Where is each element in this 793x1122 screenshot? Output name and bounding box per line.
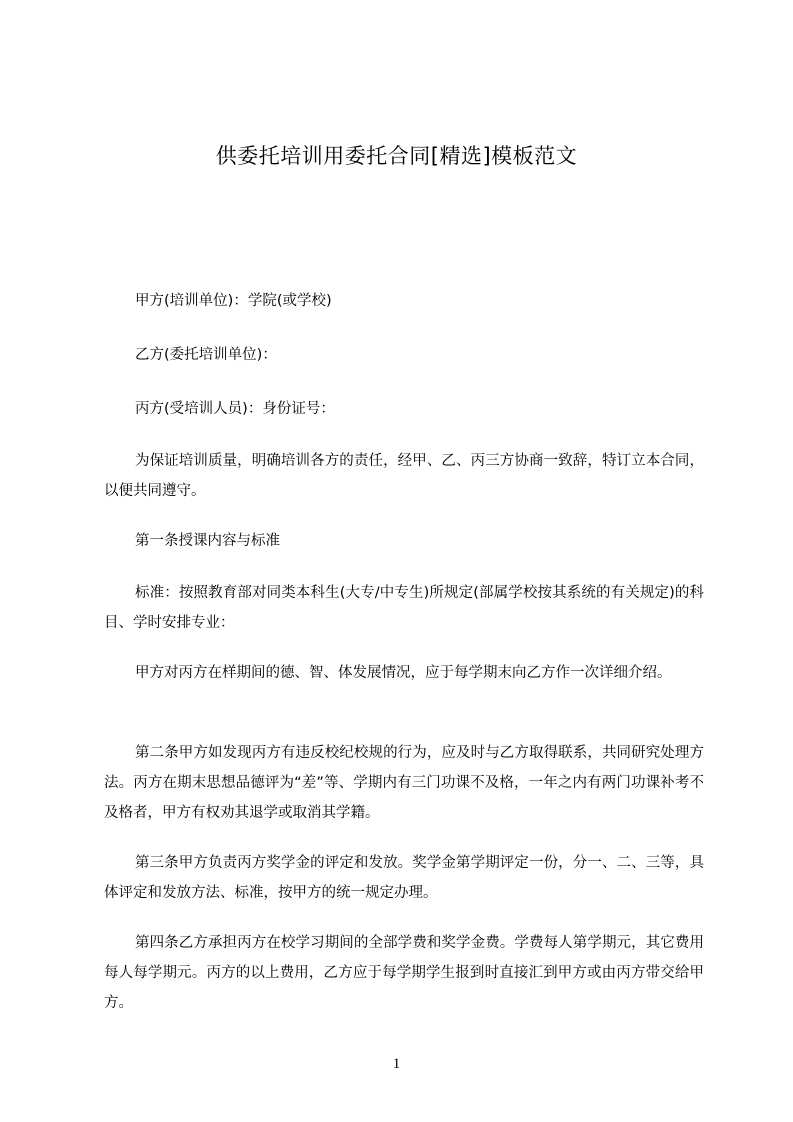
article-4-paragraph: 第四条乙方承担丙方在校学习期间的全部学费和奖学金费。学费每人第学期元，其它费用每人每学期元。丙方的以上费用，乙方应于每学期学生报到时直接汇到甲方或由丙方带交给甲方。 (104, 935, 704, 1011)
article-2-paragraph: 第二条甲方如发现丙方有违反校纪校规的行为，应及时与乙方取得联系，共同研究处理方法。丙方在期末思想品德评为“差”等、学期内有三门功课不及格，一年之内有两门功课补考不及格者，甲方有权劝其退学或取消其学籍。 (104, 745, 704, 821)
party-a-paragraph: 甲方(培训单位)：学院(或学校) (135, 293, 332, 309)
page-number: 1 (392, 1056, 401, 1072)
party-c-paragraph: 丙方(受培训人员)：身份证号： (135, 401, 335, 417)
preamble-paragraph: 为保证培训质量，明确培训各方的责任，经甲、乙、丙三方协商一致辞，特订立本合同，以便共同遵守。 (104, 453, 704, 499)
standard-paragraph: 标准：按照教育部对同类本科生(大专/中专生)所规定(部属学校按其系统的有关规定)的科目、学时安排专业： (104, 585, 704, 631)
party-b-paragraph: 乙方(委托培训单位)： (135, 347, 277, 363)
article-1-heading: 第一条授课内容与标准 (135, 533, 280, 549)
document-title: 供委托培训用委托合同[精选]模板范文 (215, 144, 578, 168)
report-paragraph: 甲方对丙方在样期间的德、智、体发展情况，应于每学期末向乙方作一次详细介绍。 (135, 665, 672, 681)
article-3-paragraph: 第三条甲方负责丙方奖学金的评定和发放。奖学金第学期评定一份，分一、二、三等，具体评定和发放方法、标准，按甲方的统一规定办理。 (104, 855, 704, 901)
